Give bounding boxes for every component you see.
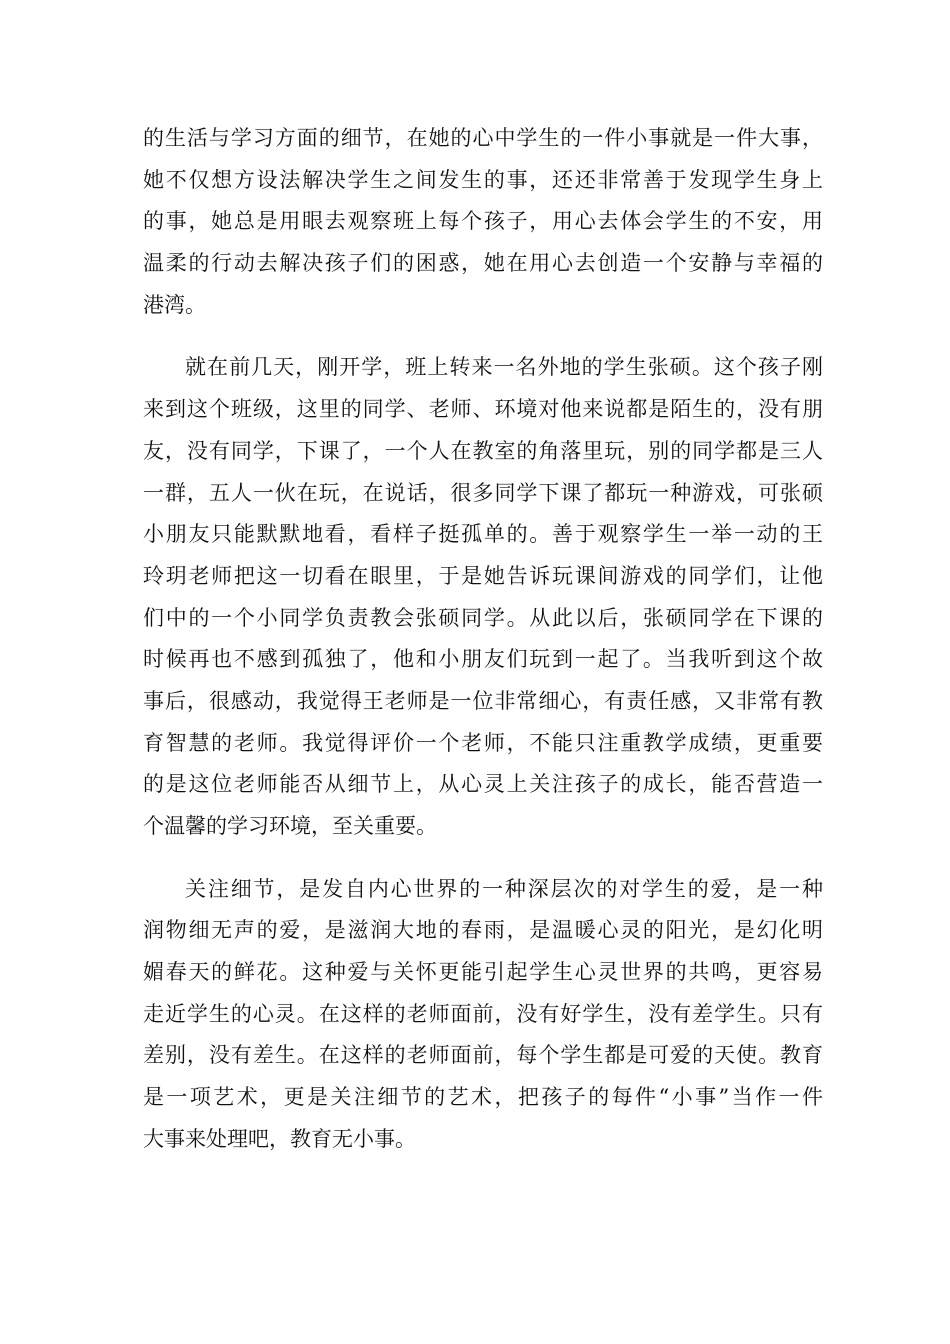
- text-line: 走近学生的心灵。在这样的老师面前，没有好学生，没有差学生。只有: [143, 1001, 823, 1026]
- text-line: 们中的一个小同学负责教会张硕同学。从此以后，张硕同学在下课的: [143, 605, 823, 630]
- text-line: 她不仅想方设法解决学生之间发生的事，还还非常善于发现学生身上: [143, 167, 823, 192]
- text-line: 关注细节，是发自内心世界的一种深层次的对学生的爱，是一种: [185, 876, 823, 901]
- text-line: 玲玥老师把这一切看在眼里，于是她告诉玩课间游戏的同学们，让他: [143, 563, 823, 588]
- text-line: 友，没有同学，下课了，一个人在教室的角落里玩，别的同学都是三人: [143, 438, 823, 463]
- paragraph-2: [143, 347, 823, 847]
- text-line: 一群，五人一伙在玩，在说话，很多同学下课了都玩一种游戏，可张硕: [143, 480, 823, 505]
- text-line: 的是这位老师能否从细节上，从心灵上关注孩子的成长，能否营造一: [143, 772, 823, 797]
- paragraph-3: [143, 869, 823, 1161]
- text-line: 润物细无声的爱，是滋润大地的春雨，是温暖心灵的阳光，是幻化明: [143, 918, 823, 943]
- text-line: 小朋友只能默默地看，看样子挺孤单的。善于观察学生一举一动的王: [143, 522, 823, 547]
- text-line: 事后，很感动，我觉得王老师是一位非常细心，有责任感，又非常有教: [143, 688, 823, 713]
- text-line: 媚春天的鲜花。这种爱与关怀更能引起学生心灵世界的共鸣，更容易: [143, 960, 823, 985]
- paragraph-1: [143, 118, 823, 326]
- text-line: 的事，她总是用眼去观察班上每个孩子，用心去体会学生的不安，用: [143, 209, 823, 234]
- text-line: 就在前几天，刚开学，班上转来一名外地的学生张硕。这个孩子刚: [185, 355, 823, 380]
- text-line: 温柔的行动去解决孩子们的困惑，她在用心去创造一个安静与幸福的: [143, 251, 823, 276]
- text-line: 是一项艺术，更是关注细节的艺术，把孩子的每件“小事”当作一件: [143, 1085, 823, 1110]
- text-line: 差别，没有差生。在这样的老师面前，每个学生都是可爱的天使。教育: [143, 1043, 823, 1068]
- text-line: 个温馨的学习环境，至关重要。: [143, 814, 437, 838]
- text-line: 时候再也不感到孤独了，他和小朋友们玩到一起了。当我听到这个故: [143, 647, 823, 672]
- text-line: 港湾。: [143, 292, 206, 317]
- text-line: 大事来处理吧，教育无小事。: [143, 1126, 416, 1151]
- document-body: [143, 118, 823, 1182]
- text-line: 育智慧的老师。我觉得评价一个老师，不能只注重教学成绩，更重要: [143, 730, 823, 755]
- text-line: 来到这个班级，这里的同学、老师、环境对他来说都是陌生的，没有朋: [143, 397, 823, 422]
- text-line: 的生活与学习方面的细节，在她的心中学生的一件小事就是一件大事，: [143, 126, 823, 150]
